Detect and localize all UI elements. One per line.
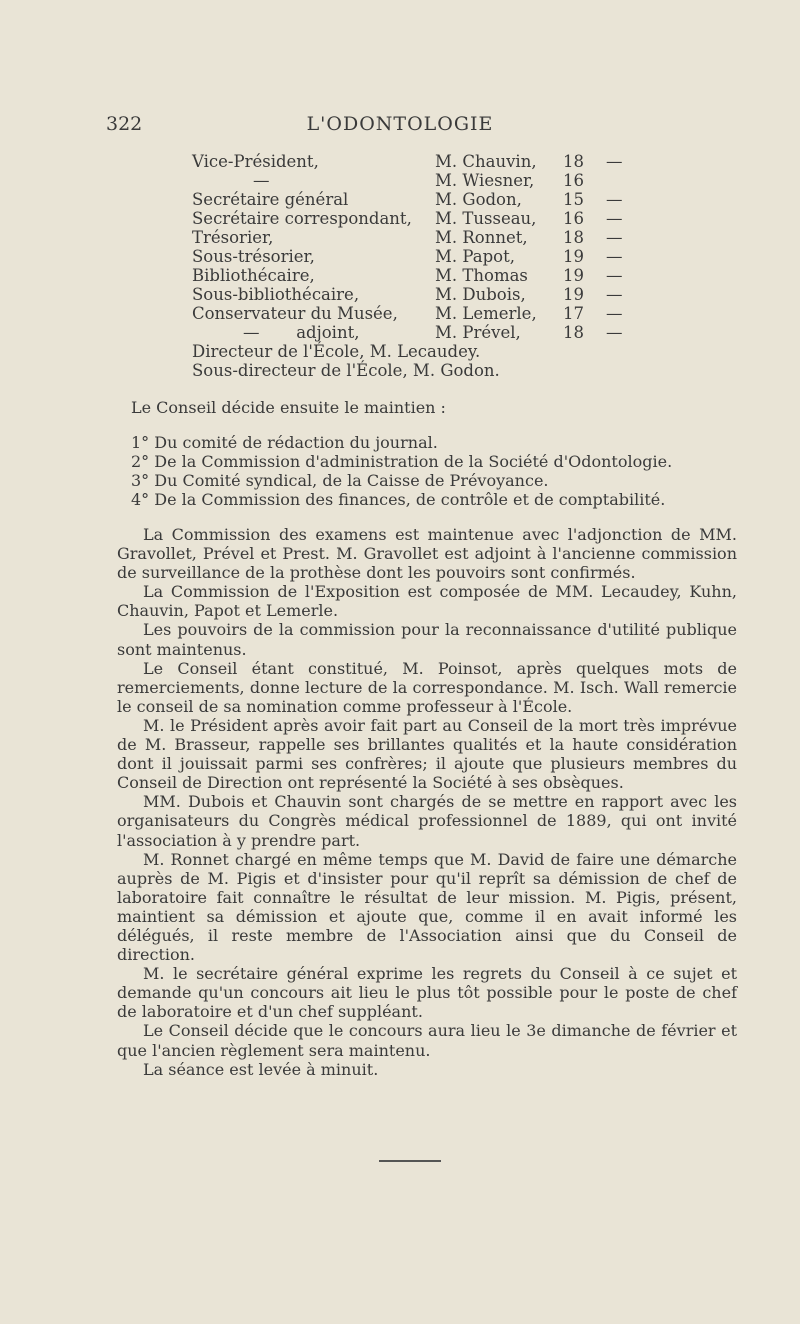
officer-role: — adjoint, bbox=[243, 323, 360, 342]
list-item: 2° De la Commission d'administration de la Société d'Odontologie. bbox=[131, 452, 673, 472]
intro-paragraph: Le Conseil décide ensuite le maintien : bbox=[131, 398, 446, 417]
officer-name: M. Thomas bbox=[435, 266, 528, 285]
ditto-dash: — bbox=[606, 304, 623, 323]
officer-role: Sous-bibliothécaire, bbox=[192, 285, 360, 304]
officer-role: Bibliothécaire, bbox=[192, 266, 315, 285]
officers-list bbox=[0, 152, 800, 380]
ditto-dash: — bbox=[606, 323, 623, 342]
officer-term: 15 bbox=[563, 190, 584, 209]
officer-name: M. Dubois, bbox=[435, 285, 526, 304]
director-text: Directeur de l'École, M. Lecaudey. bbox=[192, 342, 481, 361]
list-item: 4° De la Commission des finances, de contrôle et de comptabilité. bbox=[131, 490, 666, 510]
maintained-list bbox=[117, 433, 737, 509]
officer-term: 18 bbox=[563, 152, 584, 171]
paragraph: Le Conseil étant constitué, M. Poinsot, après quelques mots de remerciements, donne lecture de la correspondance. M. Isch. Wall remercie le conseil de sa nomination comme professeur à l'École. bbox=[117, 658, 737, 716]
officer-name: M. Papot, bbox=[435, 247, 515, 266]
page-number: 322 bbox=[106, 113, 143, 135]
officer-row bbox=[0, 228, 800, 247]
officer-row bbox=[0, 171, 800, 190]
officer-term: 19 bbox=[563, 285, 584, 304]
officer-name: M. Prével, bbox=[435, 323, 521, 342]
officer-term: 19 bbox=[563, 266, 584, 285]
officer-role: Conservateur du Musée, bbox=[192, 304, 398, 323]
officer-row bbox=[0, 209, 800, 228]
officer-row bbox=[0, 152, 800, 171]
officer-row bbox=[0, 266, 800, 285]
officer-name: M. Ronnet, bbox=[435, 228, 528, 247]
officer-term: 18 bbox=[563, 228, 584, 247]
paragraph: M. Ronnet chargé en même temps que M. David de faire une démarche auprès de M. Pigis et d'insister pour qu'il reprît sa démission de chef de laboratoire fait connaître le résultat de leur mission. M. Pigis, présent, maintient sa démission et ajoute que, comme il en avait informé les délégués, il reste membre de l'Association ainsi que du Conseil de direction. bbox=[117, 849, 737, 965]
officer-name: M. Tusseau, bbox=[435, 209, 537, 228]
officer-role: — bbox=[253, 171, 270, 190]
ditto-dash: — bbox=[606, 228, 623, 247]
ditto-dash: — bbox=[606, 152, 623, 171]
page-header bbox=[0, 113, 800, 143]
officer-row bbox=[0, 285, 800, 304]
intro-block bbox=[117, 398, 737, 417]
officer-role: Sous-trésorier, bbox=[192, 247, 315, 266]
director-line bbox=[0, 342, 800, 361]
closing-rule bbox=[379, 1160, 441, 1162]
list-item: 1° Du comité de rédaction du journal. bbox=[131, 433, 438, 452]
director-text: Sous-directeur de l'École, M. Godon. bbox=[192, 361, 500, 380]
paragraph: M. le secrétaire général exprime les regrets du Conseil à ce sujet et demande qu'un concours ait lieu le plus tôt possible pour le poste de chef de laboratoire et d'un chef suppléant. bbox=[117, 964, 737, 1022]
officer-role: Secrétaire général bbox=[192, 190, 349, 209]
ditto-dash: — bbox=[606, 247, 623, 266]
paragraph: Le Conseil décide que le concours aura lieu le 3e dimanche de février et que l'ancien règlement sera maintenu. bbox=[117, 1021, 737, 1060]
paragraph: Les pouvoirs de la commission pour la reconnaissance d'utilité publique sont maintenus. bbox=[117, 620, 737, 659]
ditto-dash: — bbox=[606, 266, 623, 285]
running-title: L'ODONTOLOGIE bbox=[306, 113, 494, 135]
officer-row bbox=[0, 190, 800, 209]
minutes-body bbox=[117, 525, 737, 1079]
paragraph: La Commission de l'Exposition est composée de MM. Lecaudey, Kuhn, Chauvin, Papot et Lemerle. bbox=[117, 582, 737, 621]
paragraph: La Commission des examens est maintenue avec l'adjonction de MM. Gravollet, Prével et Prest. M. Gravollet est adjoint à l'ancienne commission de surveillance de la prothèse dont les pouvoirs sont confirmés. bbox=[117, 525, 737, 583]
officer-row bbox=[0, 323, 800, 342]
paragraph: MM. Dubois et Chauvin sont chargés de se mettre en rapport avec les organisateurs du Congrès médical professionnel de 1889, qui ont invité l'association à y prendre part. bbox=[117, 792, 737, 850]
officer-row bbox=[0, 304, 800, 323]
officer-name: M. Lemerle, bbox=[435, 304, 537, 323]
ditto-dash: — bbox=[606, 190, 623, 209]
officer-role: Vice-Président, bbox=[192, 152, 319, 171]
officer-term: 19 bbox=[563, 247, 584, 266]
paragraph: La séance est levée à minuit. bbox=[143, 1059, 379, 1079]
officer-row bbox=[0, 247, 800, 266]
ditto-dash: — bbox=[606, 285, 623, 304]
officer-name: M. Wiesner, bbox=[435, 171, 535, 190]
officer-name: M. Chauvin, bbox=[435, 152, 537, 171]
paragraph: M. le Président après avoir fait part au Conseil de la mort très imprévue de M. Brasseur, rappelle ses brillantes qualités et la haute considération dont il jouissait parmi ses confrères; il ajoute que plusieurs membres du Conseil de Direction ont représenté la Société à ses obsèques. bbox=[117, 715, 737, 793]
officer-term: 16 bbox=[563, 171, 584, 190]
officer-name: M. Godon, bbox=[435, 190, 522, 209]
officer-role: Trésorier, bbox=[192, 228, 274, 247]
officer-role: Secrétaire correspondant, bbox=[192, 209, 412, 228]
officer-term: 16 bbox=[563, 209, 584, 228]
list-item: 3° Du Comité syndical, de la Caisse de Prévoyance. bbox=[131, 471, 549, 491]
officer-term: 18 bbox=[563, 323, 584, 342]
director-line bbox=[0, 361, 800, 380]
officer-term: 17 bbox=[563, 304, 584, 323]
ditto-dash: — bbox=[606, 209, 623, 228]
